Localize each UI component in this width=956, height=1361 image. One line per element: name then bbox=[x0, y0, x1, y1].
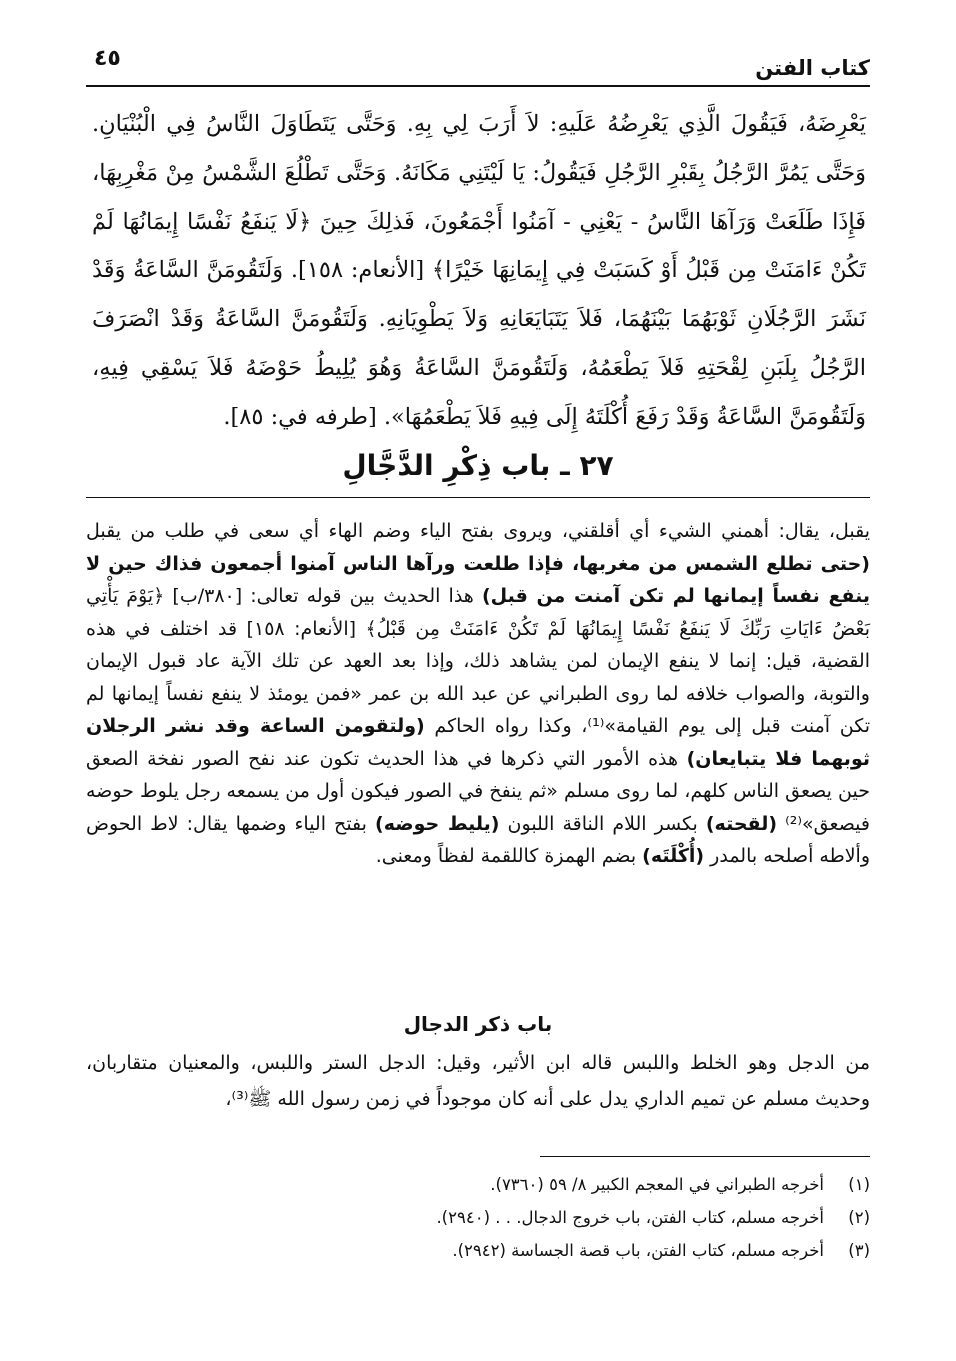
footnotes-list bbox=[86, 1168, 870, 1267]
commentary-text: بكسر اللام الناقة اللبون bbox=[499, 812, 706, 835]
final-paragraph: من الدجل وهو الخلط واللبس قاله ابن الأثير، وقيل: الدجل الستر واللبس، والمعنيان متقاربان، وحديث مسلم عن تميم الداري يدل على أنه كان موجوداً في زمن رسول الله ﷺ⁽³⁾، bbox=[86, 1052, 870, 1110]
commentary-keyword: (يليط حوضه) bbox=[375, 812, 500, 835]
commentary-text: هذا الحديث بين قوله تعالى: [٣٨٠/ب] bbox=[164, 585, 482, 607]
commentary-paragraph bbox=[86, 515, 870, 873]
footnote-text: أخرجه الطبراني في المعجم الكبير ٨/ ٥٩ (٧٣٦٠). bbox=[490, 1175, 824, 1194]
commentary-divider bbox=[86, 497, 870, 498]
commentary-text: بفتح الياء وضمها يقال: لاط الحوض وألاطه أصلحه بالمدر bbox=[86, 812, 870, 867]
running-title: كتاب الفتن bbox=[755, 56, 870, 80]
footnote bbox=[86, 1234, 870, 1267]
commentary-text: [الأنعام: ١٥٨] قد اختلف في هذه القضية، قيل: إنما لا ينفع الإيمان لمن يشاهد ذلك، وإذا بعد العهد عن تلك الآية عاد قبول الإيمان والتوبة، والصواب خلافه لما روى الطبراني عن عبد الله بن عمر «فمن يومئذ لا ينفع نفساً إيمانها لم تكن آمنت قبل إلى يوم القيامة»⁽¹⁾، وكذا رواه الحاكم bbox=[86, 617, 871, 737]
commentary-text: بضم الهمزة كاللقمة لفظاً ومعنى. bbox=[375, 845, 643, 867]
commentary-keyword: (أُكْلَتَه) bbox=[642, 845, 705, 867]
footnote-number: (٢) bbox=[848, 1208, 870, 1227]
footnote bbox=[86, 1201, 870, 1234]
footnote-divider bbox=[540, 1156, 870, 1157]
footnote-text: أخرجه مسلم، كتاب الفتن، باب قصة الجساسة (٢٩٤٢). bbox=[452, 1241, 824, 1260]
sub-heading: باب ذكر الدجال bbox=[403, 1012, 553, 1036]
quran-verse: ﴿يَوْمَ يَأْتِي بَعْضُ ءَايَاتِ رَبِّكَ لَا يَنفَعُ نَفْسًا إِيمَانُهَا لَمْ تَكُنْ ءَامَنَتْ مِن قَبْلُ﴾ bbox=[86, 585, 871, 640]
running-header bbox=[86, 44, 870, 84]
footnote-text: أخرجه مسلم، كتاب الفتن، باب خروج الدجال. . . (٢٩٤٠). bbox=[436, 1208, 824, 1227]
chapter-heading: ٢٧ ـ باب ذِكْرِ الدَّجَّالِ bbox=[342, 449, 614, 482]
hadith-text: يَعْرِضَهُ، فَيَقُولَ الَّذِي يَعْرِضُهُ عَلَيهِ: لاَ أَرَبَ لِي بِهِ. وَحَتَّى يَتَطَاوَلَ النَّاسُ فِي الْبُنْيَانِ. وَحَتَّى يَمُرَّ الرَّجُلُ بِقَبْرِ الرَّجُلِ فَيَقُولُ: يَا لَيْتَنِي مَكَانَهُ. وَحَتَّى تَطْلُعَ الشَّمْسُ مِنْ مَغْرِبِهَا، فَإِذَا طَلَعَتْ وَرَآهَا النَّاسُ - يَعْنِي - آمَنُوا أَجْمَعُونَ، فَذلِكَ حِينَ ﴿لَا يَنفَعُ نَفْسًا إِيمَانُهَا لَمْ تَكُنْ ءَامَنَتْ مِن قَبْلُ أَوْ كَسَبَتْ فِي إِيمَانِهَا خَيْرًا﴾ [الأنعام: ١٥٨]. وَلَتَقُومَنَّ السَّاعَةُ وَقَدْ نَشَرَ الرَّجُلَانِ ثَوْبَهُمَا بَيْنَهُمَا، فَلاَ يَتَبَايَعَانِهِ وَلاَ يَطْوِيَانِهِ. وَلَتَقُومَنَّ السَّاعَةُ وَقَدْ انْصَرَفَ الرَّجُلُ بِلَبَنِ لِقْحَتِهِ فَلاَ يَطْعَمُهُ، وَلَتَقُومَنَّ السَّاعَةُ وَهُوَ يُلِيطُ حَوْضَهُ فَلاَ يَسْقِي فِيهِ، وَلَتَقُومَنَّ السَّاعَةُ وَقَدْ رَفَعَ أُكْلَتَهُ إِلَى فِيهِ فَلاَ يَطْعَمُهَا». [طرفه في: ٨٥]. bbox=[92, 111, 866, 430]
footnote-number: (١) bbox=[848, 1175, 870, 1194]
commentary-keyword: (لقحته) bbox=[705, 812, 778, 835]
footnote-number: (٣) bbox=[848, 1241, 870, 1260]
commentary-quoted-hadith: (ولتقومن الساعة وقد نشر الرجلان ثوبهما فلا يتبايعان) bbox=[86, 715, 870, 770]
page-number: ٤٥ bbox=[94, 46, 121, 71]
commentary-quoted-hadith: (حتى تطلع الشمس من مغربها، فإذا طلعت ورآها الناس آمنوا أجمعون فذاك حين لا ينفع نفساً إيمانها لم تكن آمنت من قبل) bbox=[86, 552, 870, 607]
commentary-text: يقبل، يقال: أهمني الشيء أي أقلقني، ويروى بفتح الياء وضم الهاء أي سعى في طلب من يقبل bbox=[86, 520, 870, 542]
header-divider bbox=[86, 85, 870, 87]
commentary-text: هذه الأمور التي ذكرها في هذا الحديث تكون عند نفح الصور نفخة الصعق حين يصعق الناس كلهم، لما روى مسلم «ثم ينفخ في الصور فيكون أول من يسمعه رجل يلوط حوضه فيصعق»⁽²⁾ bbox=[86, 747, 870, 835]
footnote bbox=[86, 1168, 870, 1201]
